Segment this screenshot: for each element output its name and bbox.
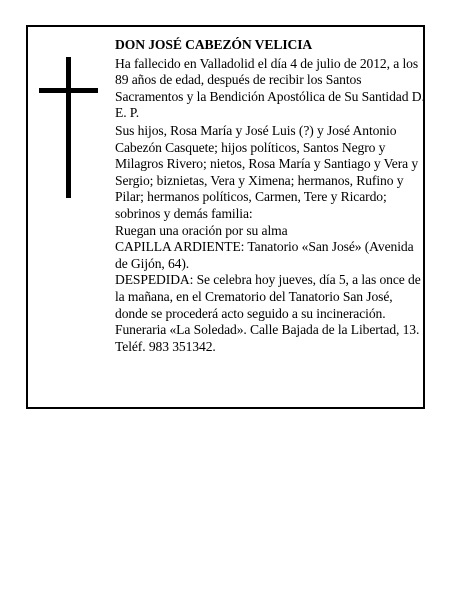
death-announcement: Ha fallecido en Valladolid el día 4 de julio de 2012, a los 89 años de edad, después de recibir los Santos Sacramentos y la Bendición Apostólica de Su Santidad D. E. P. [115,55,425,121]
chapel-info: CAPILLA ARDIENTE: Tanatorio «San José» (Avenida de Gijón, 64). [115,239,414,271]
funeral-home-info: Funeraria «La Soledad». Calle Bajada de la Libertad, 13. Teléf. 983 351342. [115,322,420,354]
obituary-text [115,37,425,355]
family-list: Sus hijos, Rosa María y José Luis (?) y José Antonio Cabezón Casquete; hijos políticos, Santos Negro y Milagros Rivero; nietos, Rosa María y Santiago y Vera y Sergio; biznietas, Vera y Ximena; hermanos, Rufino y Pilar; hermanos políticos, Carmen, Tere y Ricardo; sobrinos y demás familia: [115,122,419,221]
farewell-info: DESPEDIDA: Se celebra hoy jueves, día 5, a las once de la mañana, en el Crematorio del Tanatorio San José, donde se procederá acto seguido a su incineración. [115,272,421,321]
deceased-name: DON JOSÉ CABEZÓN VELICIA [115,37,313,52]
cross-horizontal-bar [39,88,98,93]
obituary-notice [26,25,425,409]
cross-vertical-bar [66,57,71,198]
prayer-request: Ruegan una oración por su alma [115,222,288,238]
